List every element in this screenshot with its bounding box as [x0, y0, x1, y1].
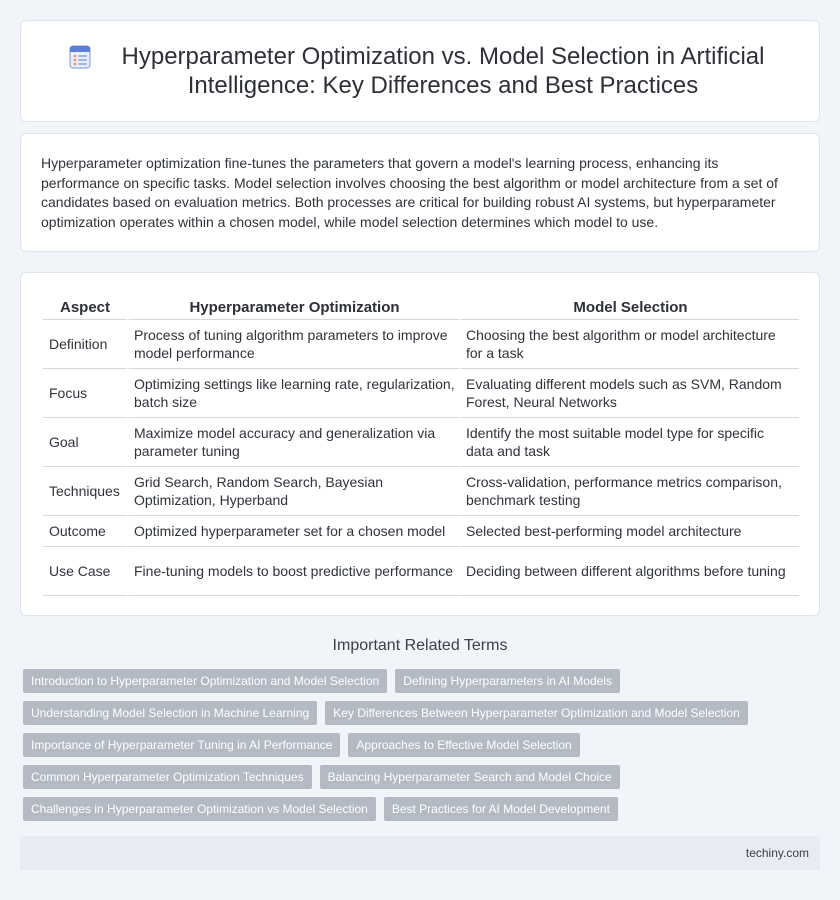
aspect-cell: Focus [43, 369, 127, 418]
header-hyperparameter-optimization: Hyperparameter Optimization [127, 295, 459, 320]
related-terms-title: Important Related Terms [332, 637, 508, 654]
table-row [43, 369, 799, 418]
comparison-table [43, 295, 799, 596]
document-icon [67, 44, 93, 70]
related-term-tag[interactable]: Introduction to Hyperparameter Optimization and Model Selection [23, 669, 387, 693]
model-selection-cell: Selected best-performing model architecture [459, 516, 799, 547]
hpo-cell: Grid Search, Random Search, Bayesian Optimization, Hyperband [127, 467, 459, 516]
intro-paragraph: Hyperparameter optimization fine-tunes the parameters that govern a model's learning process, enhancing its performance on specific tasks. Model selection involves choosing the best algorithm or model architecture from a set of candidates based on evaluation metrics. Both processes are critical for building robust AI systems, but hyperparameter optimization operates within a chosen model, while model selection determines which model to use. [41, 155, 778, 230]
header-card [20, 20, 820, 122]
table-row [43, 516, 799, 547]
aspect-cell: Outcome [43, 516, 127, 547]
table-row [43, 320, 799, 369]
header-model-selection: Model Selection [459, 295, 799, 320]
related-terms-list [23, 669, 813, 829]
model-selection-cell: Deciding between different algorithms before tuning [459, 547, 799, 596]
aspect-cell: Goal [43, 418, 127, 467]
table-row [43, 418, 799, 467]
related-term-tag[interactable]: Defining Hyperparameters in AI Models [395, 669, 620, 693]
aspect-cell: Techniques [43, 467, 127, 516]
related-term-tag[interactable]: Approaches to Effective Model Selection [348, 733, 579, 757]
hpo-cell: Fine-tuning models to boost predictive performance [127, 547, 459, 596]
tag-row [23, 701, 813, 725]
tag-row [23, 765, 813, 789]
model-selection-cell: Identify the most suitable model type for specific data and task [459, 418, 799, 467]
comparison-card [20, 272, 820, 616]
hpo-cell: Maximize model accuracy and generalization via parameter tuning [127, 418, 459, 467]
related-term-tag[interactable]: Challenges in Hyperparameter Optimization vs Model Selection [23, 797, 376, 821]
related-term-tag[interactable]: Best Practices for AI Model Development [384, 797, 618, 821]
aspect-cell: Use Case [43, 547, 127, 596]
related-term-tag[interactable]: Balancing Hyperparameter Search and Model Choice [320, 765, 620, 789]
header-aspect: Aspect [43, 295, 127, 320]
page-title: Hyperparameter Optimization vs. Model Selection in Artificial Intelligence: Key Differences and Best Practices [121, 43, 765, 99]
table-header-row [43, 295, 799, 320]
related-term-tag[interactable]: Common Hyperparameter Optimization Techniques [23, 765, 312, 789]
hpo-cell: Process of tuning algorithm parameters to improve model performance [127, 320, 459, 369]
model-selection-cell: Evaluating different models such as SVM, Random Forest, Neural Networks [459, 369, 799, 418]
table-row [43, 547, 799, 596]
tag-row [23, 733, 813, 757]
model-selection-cell: Choosing the best algorithm or model architecture for a task [459, 320, 799, 369]
related-term-tag[interactable]: Importance of Hyperparameter Tuning in AI Performance [23, 733, 340, 757]
aspect-cell: Definition [43, 320, 127, 369]
hpo-cell: Optimizing settings like learning rate, regularization, batch size [127, 369, 459, 418]
related-term-tag[interactable]: Understanding Model Selection in Machine Learning [23, 701, 317, 725]
tag-row [23, 797, 813, 821]
site-credit[interactable]: techiny.com [745, 846, 809, 860]
intro-card [20, 133, 820, 252]
model-selection-cell: Cross-validation, performance metrics comparison, benchmark testing [459, 467, 799, 516]
hpo-cell: Optimized hyperparameter set for a chosen model [127, 516, 459, 547]
related-term-tag[interactable]: Key Differences Between Hyperparameter Optimization and Model Selection [325, 701, 748, 725]
footer [20, 836, 820, 870]
table-row [43, 467, 799, 516]
tag-row [23, 669, 813, 693]
